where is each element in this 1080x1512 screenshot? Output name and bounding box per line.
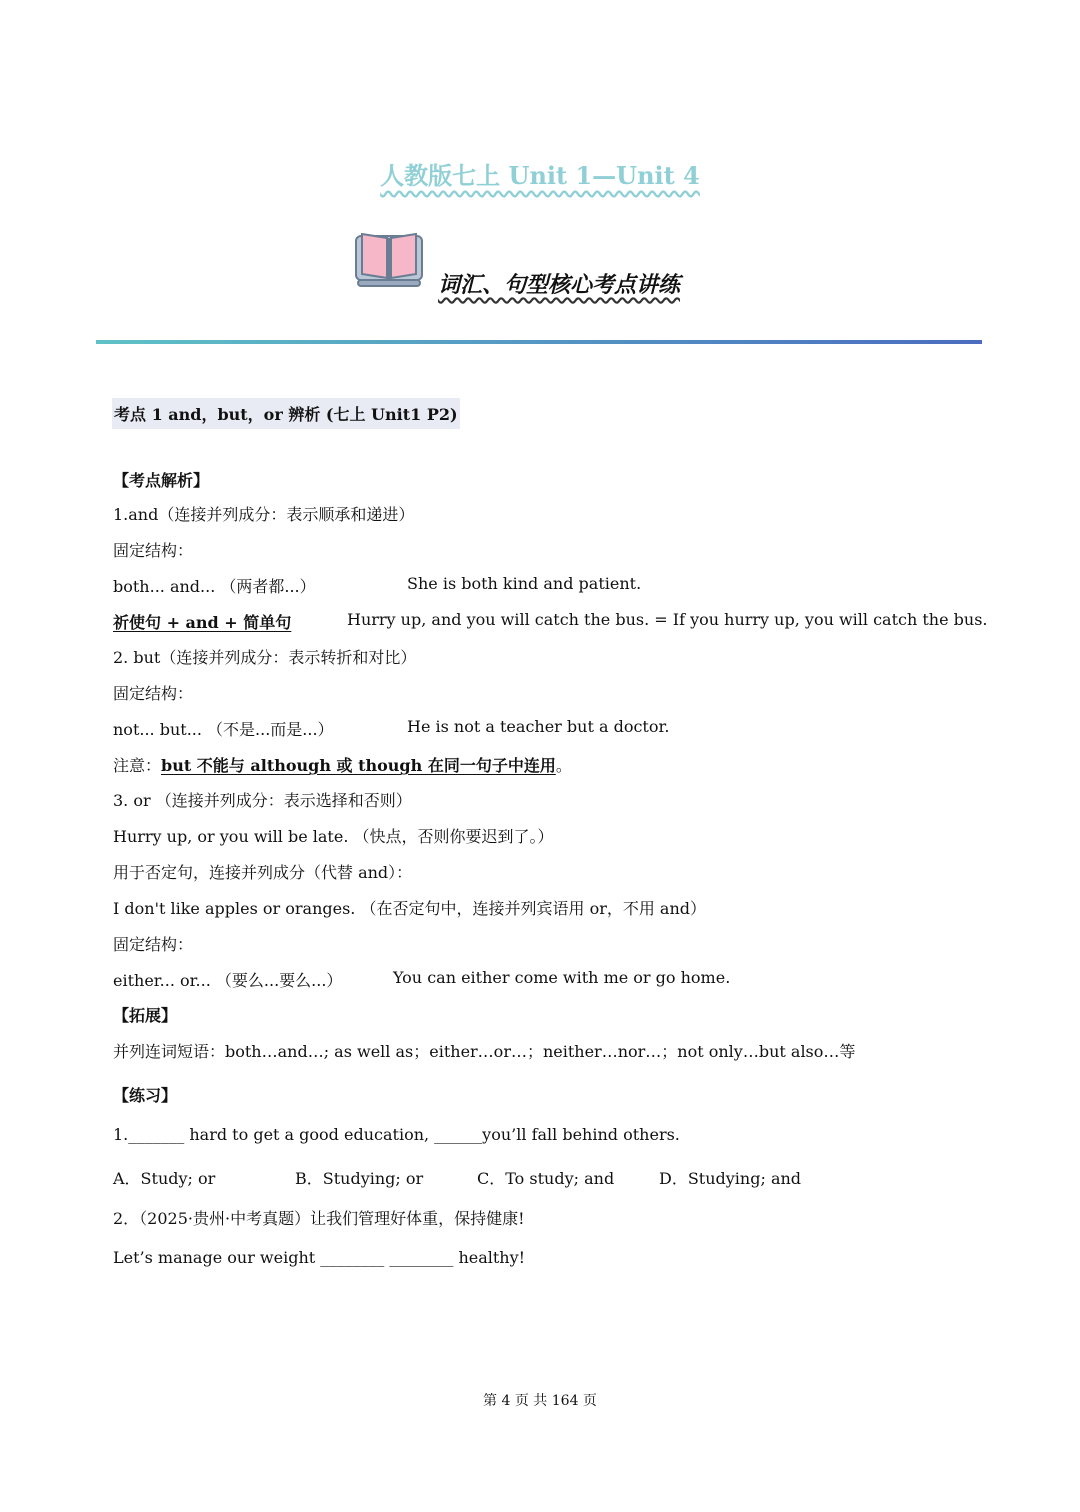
document-subtitle: 词汇、句型核心考点讲练 [438,273,681,298]
note-text: but 不能与 although 或 though 在同一句子中连用 [161,756,556,775]
document-title: 人教版七上 Unit 1—Unit 4 [380,161,700,190]
q1-option-b: B．Studying; or [295,1169,424,1188]
question-2: 2．（2025·贵州·中考真题）让我们管理好体重，保持健康! [113,1209,525,1228]
q1-option-c: C．To study; and [477,1169,615,1188]
section-heading: 考点 1 and，but，or 辨析 (七上 Unit1 P2) [112,398,460,429]
either-or-example: You can either come with me or go home. [393,968,731,987]
header-divider [96,340,982,344]
fixed-structure-label: 固定结构： [113,935,194,954]
extend-text: 并列连词短语：both…and…; as well as；either…or…；neither…nor…；not only…but also…等 [113,1042,856,1061]
and-title: 1.and（连接并列成分：表示顺承和递进） [113,505,415,524]
question-2-sentence: Let’s manage our weight ________ ________ healthy! [113,1248,526,1267]
imperative-structure: 祈使句 + and + 简单句 [113,613,292,632]
fixed-structure-label: 固定结构： [113,541,194,560]
fixed-structure-label: 固定结构： [113,684,194,703]
or-negative-usage: 用于否定句，连接并列成分（代替 and）： [113,863,413,882]
not-but-example: He is not a teacher but a doctor. [407,717,670,736]
note-line [113,753,572,776]
but-title: 2. but（连接并列成分：表示转折和对比） [113,648,417,667]
note-label: 注意： [113,756,162,775]
analysis-label: 【考点解析】 [113,471,210,490]
question-1: 1._______ hard to get a good education, ______you’ll fall behind others. [113,1125,680,1144]
q1-option-d: D．Studying; and [659,1169,802,1188]
imperative-example: Hurry up, and you will catch the bus. = If you hurry up, you will catch the bus. [347,610,988,629]
or-example-1: Hurry up, or you will be late. （快点，否则你要迟到了。） [113,827,554,846]
open-book-icon [354,228,424,290]
either-or-structure: either... or... （要么...要么...） [113,971,343,990]
both-and-structure: both... and... （两者都...） [113,577,316,596]
q1-option-a: A．Study; or [113,1169,216,1188]
or-title: 3. or （连接并列成分：表示选择和否则） [113,791,412,810]
page-number: 第 4 页 共 164 页 [483,1393,597,1409]
note-end: 。 [555,756,572,775]
both-and-example: She is both kind and patient. [407,574,642,593]
or-example-2: I don't like apples or oranges. （在否定句中，连接并列宾语用 or，不用 and） [113,899,707,918]
extend-label: 【拓展】 [113,1006,178,1025]
not-but-structure: not... but... （不是...而是...） [113,720,334,739]
practice-label: 【练习】 [113,1086,178,1105]
